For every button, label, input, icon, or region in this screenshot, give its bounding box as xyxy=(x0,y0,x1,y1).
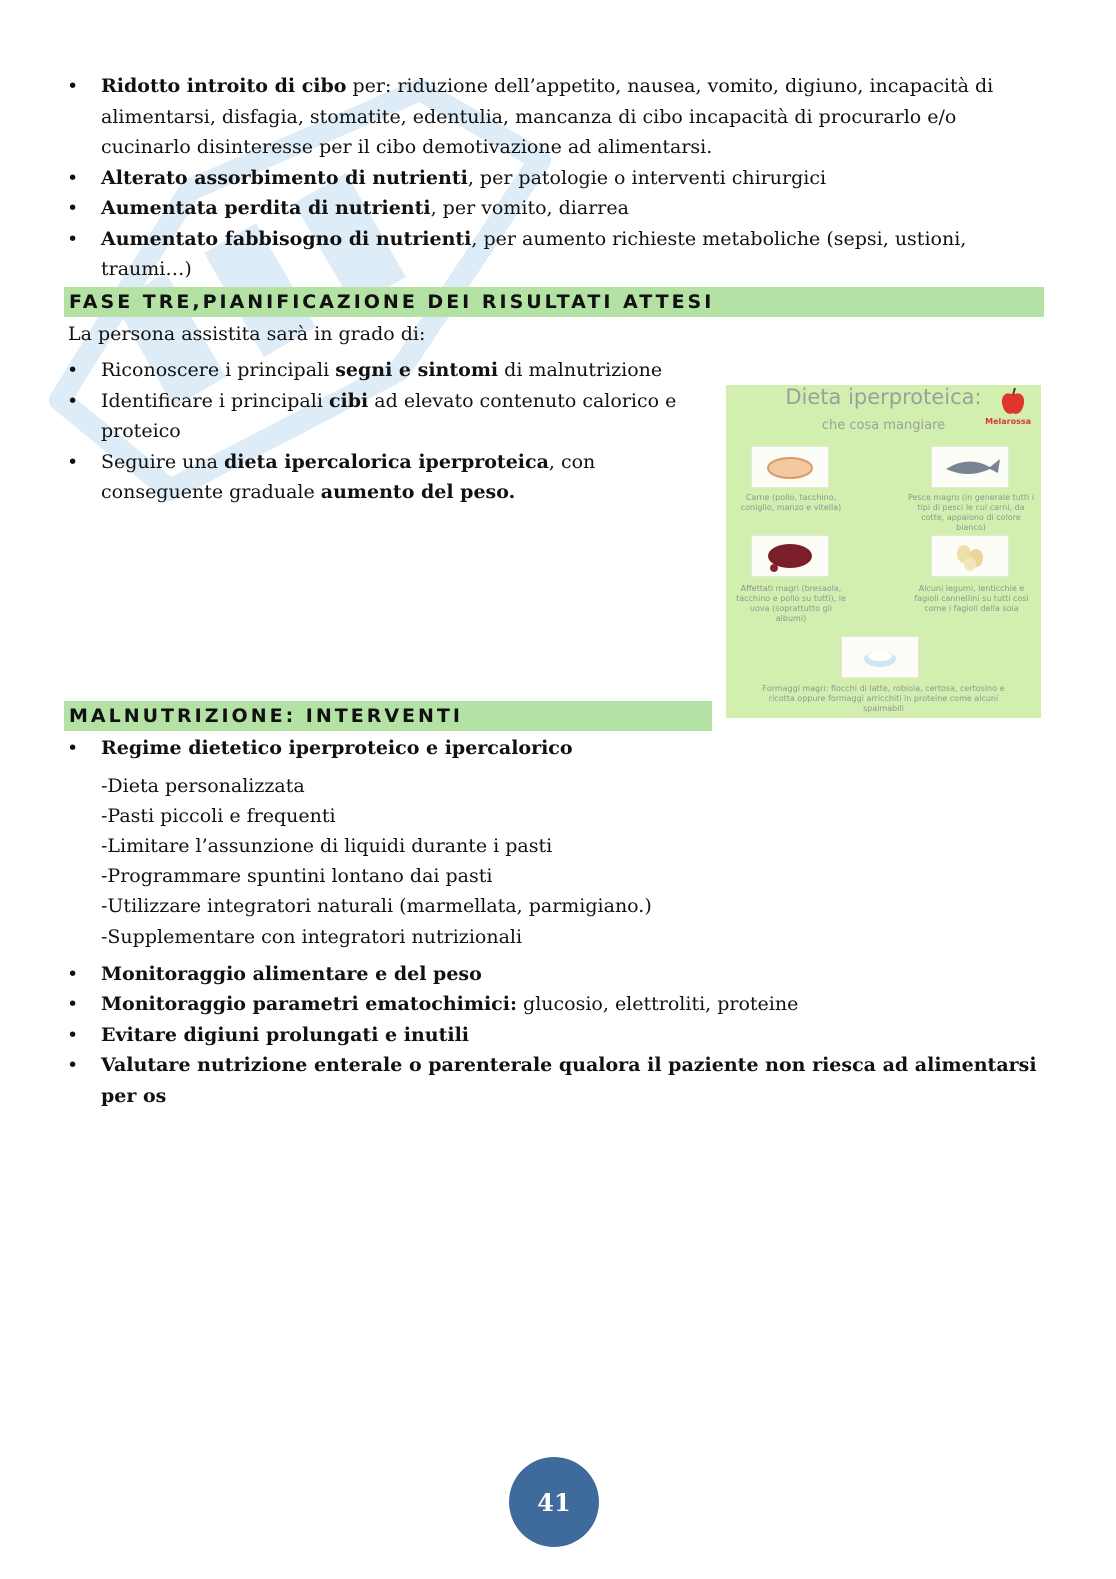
sublist-item: -Pasti piccoli e frequenti xyxy=(101,804,336,827)
list-item xyxy=(68,163,1038,194)
brand-name: Melarossa xyxy=(985,417,1031,426)
item-bold: Alterato assorbimento di nutrienti xyxy=(101,166,468,189)
sublist-item: -Dieta personalizzata xyxy=(101,774,305,797)
list-item xyxy=(68,989,1038,1020)
list-item xyxy=(68,193,1038,224)
interventions-block xyxy=(68,733,1038,1111)
fish-caption: Pesce magro (in generale tutti i tipi di pesci le cui carni, da cotte, appaiono di colore bianco) xyxy=(907,493,1035,532)
list-item xyxy=(68,959,1038,990)
list-item xyxy=(68,447,723,508)
list-item xyxy=(68,1020,1038,1051)
list-item xyxy=(68,224,1038,285)
infographic-subtitle: che cosa mangiare xyxy=(821,418,946,433)
meat-caption: Carne (pollo, tacchino, coniglio, manzo e vitella) xyxy=(740,493,842,512)
list-item xyxy=(68,355,723,386)
apple-logo-icon xyxy=(999,387,1027,417)
goals-list-block xyxy=(68,355,723,508)
list-item xyxy=(68,71,1038,163)
cheese-image xyxy=(841,636,919,678)
item-text: , per vomito, diarrea xyxy=(430,197,629,219)
sublist-item: -Limitare l’assunzione di liquidi durante i pasti xyxy=(101,834,553,857)
page-number-badge: 41 xyxy=(509,1457,599,1547)
item-bold: cibi xyxy=(328,389,369,412)
item-bold: Ridotto introito di cibo xyxy=(101,75,347,97)
list-item xyxy=(68,733,1038,764)
item-text: Riconoscere i principali xyxy=(101,359,336,381)
item-text: glucosio, elettroliti, proteine xyxy=(517,993,799,1016)
interventions-list-continued xyxy=(68,959,1038,1112)
item-bold: Aumentato fabbisogno di nutrienti xyxy=(101,227,472,250)
item-text: ad elevato contenuto calorico e proteico xyxy=(101,389,677,442)
cold-cuts-caption: Affettati magri (bresaola, tacchino e pollo su tutti), le uova (soprattutto gli albumi) xyxy=(736,584,846,623)
meat-image xyxy=(751,446,829,488)
causes-list-block xyxy=(68,71,1038,285)
legumes-image xyxy=(931,535,1009,577)
item-text: Seguire una xyxy=(101,450,224,473)
goals-list xyxy=(68,355,723,508)
diet-sublist xyxy=(101,771,1038,952)
list-item xyxy=(68,386,723,447)
item-bold: aumento del peso. xyxy=(320,481,516,503)
section-heading-risultati: FASE TRE,PIANIFICAZIONE DEI RISULTATI ATTESI xyxy=(64,287,1044,317)
cheese-caption: Formaggi magri: fiocchi di latte, robiola, certosa, certosino e ricotta oppure formaggi arricchiti in proteine come alcuni spalmabili xyxy=(762,684,1005,713)
sublist-item: -Utilizzare integratori naturali (marmellata, parmigiano.) xyxy=(101,895,652,918)
infographic-title: Dieta iperproteica: xyxy=(785,385,982,409)
item-bold: Monitoraggio parametri ematochimici: xyxy=(101,993,517,1016)
item-bold: segni e sintomi xyxy=(335,359,499,381)
item-text: di malnutrizione xyxy=(498,359,663,381)
item-bold: Valutare nutrizione enterale o parenterale qualora il paziente non riesca ad alimentarsi per os xyxy=(101,1054,1037,1107)
legumes-caption: Alcuni legumi, lenticchie e fagioli cannellini su tutti così come i fagioli della soia xyxy=(914,584,1029,613)
interventions-list xyxy=(68,733,1038,764)
item-bold: dieta ipercalorica iperproteica xyxy=(223,450,549,473)
item-text: per: riduzione dell’appetito, nausea, vomito, digiuno, incapacità di alimentarsi, disfagia, stomatite, edentulia, mancanza di cibo incapacità di procurarlo e/o cucinarlo disinteresse per il cibo demotivazione ad alimentarsi. xyxy=(101,75,994,158)
item-bold: Evitare digiuni prolungati e inutili xyxy=(101,1023,470,1046)
cold-cuts-image xyxy=(751,535,829,577)
item-text: , per patologie o interventi chirurgici xyxy=(467,166,827,189)
item-text: , per aumento richieste metaboliche (sepsi, ustioni, traumi…) xyxy=(101,227,967,280)
diet-infographic xyxy=(726,385,1041,718)
sublist-item: -Programmare spuntini lontano dai pasti xyxy=(101,865,493,888)
causes-list xyxy=(68,71,1038,285)
section-intro: La persona assistita sarà in grado di: xyxy=(68,323,426,345)
item-text: Identificare i principali xyxy=(101,389,329,412)
section-heading-interventi: MALNUTRIZIONE: INTERVENTI xyxy=(64,701,712,731)
fish-image xyxy=(931,446,1009,488)
item-bold: Aumentata perdita di nutrienti xyxy=(101,197,431,219)
sublist-item: -Supplementare con integratori nutrizionali xyxy=(101,925,523,948)
list-item xyxy=(68,1050,1038,1111)
item-bold: Regime dietetico iperproteico e ipercalorico xyxy=(101,737,573,759)
item-text: , con conseguente graduale xyxy=(101,450,596,503)
item-bold: Monitoraggio alimentare e del peso xyxy=(101,962,482,985)
